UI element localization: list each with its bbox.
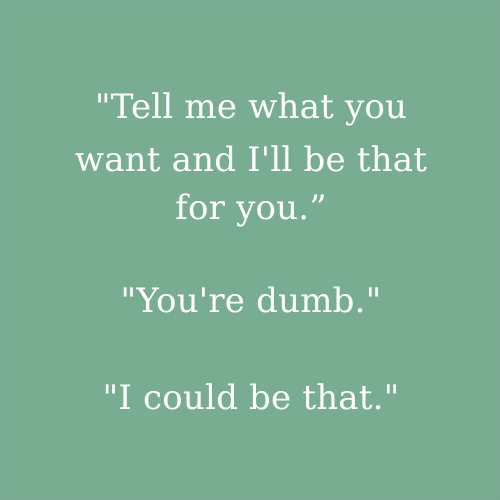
quote-line-2: want and I'll be that [74,140,428,180]
quote-line-3: for you.” [175,188,327,228]
quote-line-1: "Tell me what you [94,87,408,127]
reply-line: "You're dumb." [120,281,382,321]
response-line: "I could be that." [102,378,400,418]
